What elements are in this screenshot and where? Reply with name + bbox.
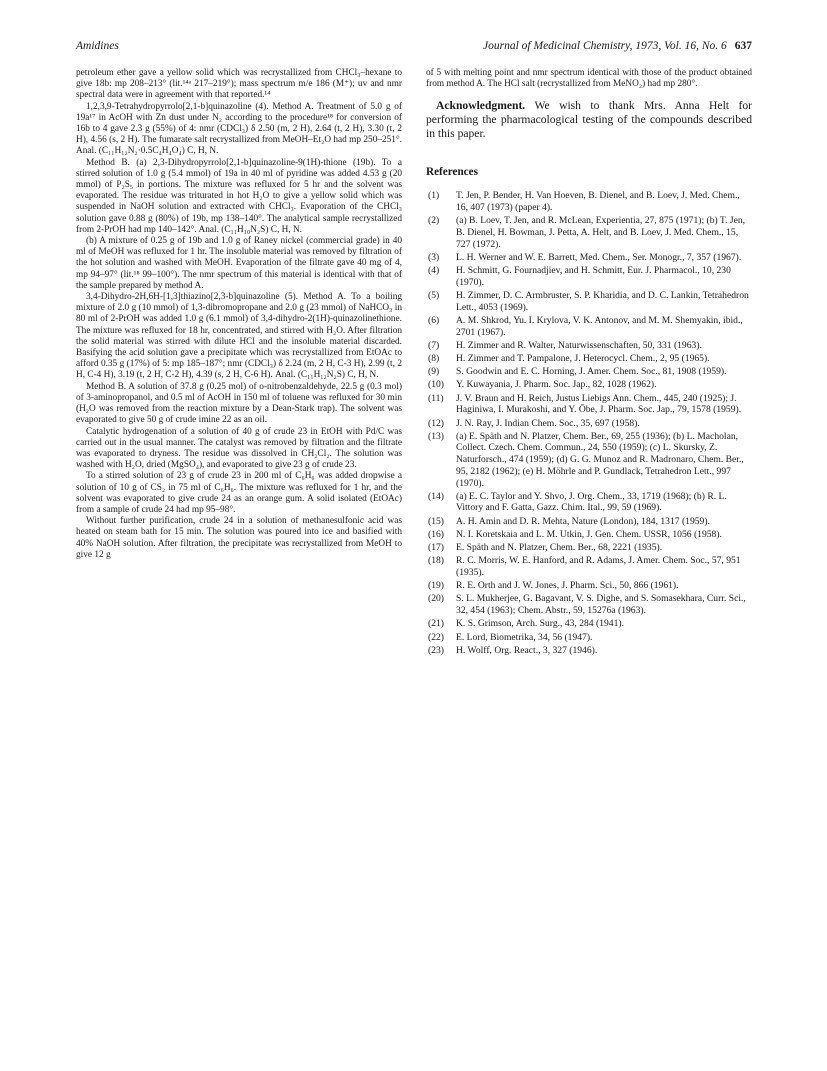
reference-item [426, 353, 752, 365]
reference-number: (9) [428, 366, 440, 378]
reference-text: R. E. Orth and J. W. Jones, J. Pharm. Sci., 50, 866 (1961). [456, 580, 679, 592]
reference-number: (1) [428, 190, 440, 202]
reference-item [426, 618, 752, 630]
journal-name: Journal of Medicinal Chemistry, 1973, Vol. 16, No. 6 [483, 40, 727, 52]
reference-item [426, 265, 752, 288]
reference-number: (20) [428, 593, 444, 605]
reference-item [426, 252, 752, 264]
reference-text: K. S. Grimson, Arch. Surg., 43, 284 (1941). [456, 618, 624, 630]
paragraph: 1,2,3,9-Tetrahydropyrrolo[2,1-b]quinazoline (4). Method A. Treatment of 5.0 g of 19a¹⁷ in AcOH with Zn dust under N₂ according to the procedure¹⁸ for conversion of 16b to 4 gave 2.3 g (55%) of 4: nmr (CDCl₃) δ 2.50 (m, 2 H), 2.64 (t, 2 H), 3.30 (t, 2 H), 4.56 (s, 2 H). The fumarate salt recrystallized from MeOH–Et₂O had mp 250–251°. Anal. (C₁₁H₁₂N₂·0.5C₄H₄O₄) C, H, N. [76, 101, 402, 157]
journal-citation [483, 40, 752, 52]
reference-item [426, 555, 752, 578]
reference-item [426, 580, 752, 592]
reference-text: S. Goodwin and E. C. Horning, J. Amer. Chem. Soc., 81, 1908 (1959). [456, 366, 727, 378]
reference-item [426, 393, 752, 416]
left-column [76, 68, 402, 561]
reference-item [426, 645, 752, 657]
paragraph: Method B. (a) 2,3-Dihydropyrrolo[2,1-b]quinazoline-9(1H)-thione (19b). To a stirred solution of 1.0 g (5.4 mmol) of 19a in 40 ml of pyridine was added 4.53 g (20 mmol) of P₂S₅ in portions. The mixture was refluxed for 5 hr and the solvent was evaporated. The residue was triturated in hot H₂O to give a yellow solid which was suspended in NaOH solution and extracted with CHCl₃. Evaporation of the CHCl₃ solution gave 0.88 g (80%) of 19b, mp 138–140°. The analytical sample recrystallized from 2-PrOH had mp 140–142°. Anal. (C₁₁H₁₀N₂S) C, H, N. [76, 157, 402, 235]
reference-number: (13) [428, 430, 444, 442]
acknowledgment-title: Acknowledgment. [436, 99, 526, 113]
reference-item [426, 366, 752, 378]
paragraph: Without further purification, crude 24 in a solution of methanesulfonic acid was heated on steam bath for 15 min. The solution was poured into ice and basified with 40% NaOH solution. After filtration, the precipitate was recrystallized from MeOH to give 12 g [76, 516, 402, 560]
reference-item [426, 190, 752, 213]
reference-number: (15) [428, 515, 444, 527]
reference-number: (11) [428, 392, 444, 404]
reference-number: (17) [428, 542, 444, 554]
reference-number: (21) [428, 618, 444, 630]
reference-number: (6) [428, 314, 440, 326]
reference-number: (5) [428, 290, 440, 302]
reference-text: L. H. Werner and W. E. Barrett, Med. Chem., Ser. Monogr., 7, 357 (1967). [456, 251, 742, 263]
reference-item [426, 340, 752, 352]
reference-number: (8) [428, 353, 440, 365]
reference-text: N. I. Koretskaia and L. M. Utkin, J. Gen. Chem. USSR, 1056 (1958). [456, 528, 722, 540]
paragraph: (b) A mixture of 0.25 g of 19b and 1.0 g of Raney nickel (commercial grade) in 40 ml of MeOH was refluxed for 1 hr. The insoluble material was removed by filtration of the hot solution and washed with MeOH. Evaporation of the filtrate gave 40 mg of 4, mp 94–97° (lit.¹⁸ 99–100°). The nmr spectrum of this material is identical with that of the sample prepared by method A. [76, 236, 402, 291]
reference-text: A. M. Shkrod, Yu. I. Krylova, V. K. Antonov, and M. M. Shemyakin, ibid., 2701 (1967). [456, 314, 743, 338]
reference-text: R. C. Morris, W. E. Hanford, and R. Adams, J. Amer. Chem. Soc., 57, 951 (1935). [456, 555, 741, 578]
references-list [426, 190, 752, 656]
reference-text: H. Zimmer, D. C. Armbruster, S. P. Kharidia, and D. C. Lankin, Tetrahedron Lett., 4053 (1969). [456, 290, 749, 313]
reference-number: (22) [428, 631, 444, 643]
reference-item [426, 431, 752, 490]
paragraph: Method B. A solution of 37.8 g (0.25 mol) of o-nitrobenzaldehyde, 22.5 g (0.3 mol) of 3-aminopropanol, and 0.5 ml of AcOH in 150 ml of toluene was refluxed for 30 min (H₂O was removed from the reaction mixture by a Dean-Stark trap). The solvent was evaporated to give 50 g of crude imine 22 as an oil. [76, 381, 402, 426]
acknowledgment [426, 99, 752, 140]
reference-number: (14) [428, 490, 444, 502]
reference-text: Y. Kuwayania, J. Pharm. Soc. Jap., 82, 1028 (1962). [456, 379, 657, 391]
reference-text: H. Zimmer and R. Walter, Naturwissenschaften, 50, 331 (1963). [456, 339, 702, 351]
reference-item [426, 379, 752, 391]
reference-item [426, 215, 752, 250]
paragraph: Catalytic hydrogenation of a solution of 40 g of crude 23 in EtOH with Pd/C was carried out in the usual manner. The catalyst was removed by filtration and the filtrate was evaporated to dryness. The residue was dissolved in CH₂Cl₂. The solution was washed with H₂O, dried (MgSO₄), and evaporated to give 23 g of crude 23. [76, 426, 402, 471]
reference-number: (4) [428, 265, 440, 277]
reference-text: (a) E. C. Taylor and Y. Shvo, J. Org. Chem., 33, 1719 (1968); (b) R. L. Vittory and F. Gatta, Gazz. Chim. Ital., 99, 59 (1969). [456, 490, 727, 514]
reference-text: (a) B. Loev, T. Jen, and R. McLean, Experientia, 27, 875 (1971); (b) T. Jen, B. Dienel, H. Bowman, J. Petta, A. Helt, and B. Loev, J. Med. Chem., 15, 727 (1972). [456, 215, 746, 250]
reference-item [426, 593, 752, 616]
reference-text: T. Jen, P. Bender, H. Van Hoeven, B. Dienel, and B. Loev, J. Med. Chem., 16, 407 (1973) (paper 4). [456, 190, 740, 214]
reference-item [426, 632, 752, 644]
reference-item [426, 542, 752, 554]
paragraph: petroleum ether gave a yellow solid which was recrystallized from CHCl₃–hexane to give 18b: mp 208–213° (lit.¹⁴ᵃ 217–219°); mass spectrum m/e 186 (M⁺); uv and nmr spectral data were in agreement with that reported.¹⁴ [76, 68, 402, 101]
reference-number: (3) [428, 251, 440, 263]
reference-text: A. H. Amin and D. R. Mehta, Nature (London), 184, 1317 (1959). [456, 515, 710, 527]
right-column [426, 68, 752, 658]
acknowledgment-text: We wish to thank Mrs. Anna Helt for performing the pharmacological testing of the compounds described in this paper. [426, 99, 752, 140]
reference-item [426, 418, 752, 430]
paragraph: To a stirred solution of 23 g of crude 23 in 200 ml of C₆H₆ was added dropwise a solution of 10 g of CS₂ in 75 ml of C₆H₆. The mixture was refluxed for 1 hr, and the solvent was evaporated to give crude 24 as an orange gum. A solid isolated (EtOAc) from a sample of crude 24 had mp 95–98°. [76, 471, 402, 515]
paragraph: 3,4-Dihydro-2H,6H-[1,3]thiazino[2,3-b]quinazoline (5). Method A. To a boiling mixture of 2.0 g (10 mmol) of 1,3-dibromopropane and 2.0 g (23 mmol) of NaHCO₃ in 80 ml of 2-PrOH was added 1.0 g (6.1 mmol) of 3,4-dihydro-2(1H)-quinazolinethione. The mixture was refluxed for 18 hr, concentrated, and stirred with H₂O. After filtration the solid material was stirred with dilute HCl and the insoluble material discarded. Basifying the acid solution gave a precipitate which was recrystallized from EtOAc to afford 0.35 g (17%) of 5: mp 185–187°; nmr (CDCl₃) δ 2.24 (m, 2 H, C-3 H), 2.99 (t, 2 H, C-4 H), 3.19 (t, 2 H, C-2 H), 4.39 (s, 2 H, C-6 H). Anal. (C₁₁H₁₂N₂S) C, H, N. [76, 292, 402, 381]
reference-number: (10) [428, 379, 444, 391]
reference-number: (19) [428, 580, 444, 592]
reference-number: (2) [428, 215, 440, 227]
reference-number: (18) [428, 555, 444, 567]
reference-text: J. V. Braun and H. Reich, Justus Liebigs Ann. Chem., 445, 240 (1925); J. Haginiwa, I. Murakoshi, and Y. Ōbe, J. Pharm. Soc. Jap., 79, 1578 (1959). [456, 392, 742, 416]
reference-text: E. Lord, Biometrika, 34, 56 (1947). [456, 631, 593, 643]
page-number: 637 [734, 40, 752, 52]
reference-text: (a) E. Späth and N. Platzer, Chem. Ber., 69, 255 (1936); (b) L. Macholan, Collect. Czech. Chem. Commun., 24, 550 (1959); (c) L. Skursky, Z. Naturforsch., 474 (1959); (d) G. G. Munoz and R. Madronaro, Chem. Ber., 95, 2182 (1962); (e) H. Möhrle and P. Gundlack, Tetrahedron Lett., 997 (1970). [456, 430, 744, 489]
reference-item [426, 516, 752, 528]
running-title: Amidines [76, 40, 119, 52]
reference-number: (23) [428, 644, 444, 656]
reference-text: E. Späth and N. Platzer, Chem. Ber., 68, 2221 (1935). [456, 542, 663, 554]
reference-text: S. L. Mukherjee, G. Bagavant, V. S. Dighe, and S. Somasekhara, Curr. Sci., 32, 454 (1963); Chem. Abstr., 59, 15276a (1963). [456, 593, 746, 617]
reference-text: H. Wolff, Org. React., 3, 327 (1946). [456, 644, 598, 656]
reference-text: J. N. Ray, J. Indian Chem. Soc., 35, 697 (1958). [456, 417, 640, 429]
reference-item [426, 315, 752, 338]
reference-number: (16) [428, 528, 444, 540]
references-heading: References [426, 166, 478, 179]
reference-text: H. Zimmer and T. Pampalone, J. Heterocycl. Chem., 2, 95 (1965). [456, 353, 710, 365]
reference-item [426, 290, 752, 313]
reference-text: H. Schmitt, G. Fournadjiev, and H. Schmitt, Eur. J. Pharmacol., 10, 230 (1970). [456, 265, 731, 288]
reference-number: (12) [428, 417, 444, 429]
paragraph: of 5 with melting point and nmr spectrum identical with those of the product obtained from method A. The HCl salt (recrystallized from MeNO₂) had mp 280°. [426, 68, 752, 90]
reference-number: (7) [428, 339, 440, 351]
reference-item [426, 529, 752, 541]
reference-item [426, 491, 752, 514]
running-header [76, 40, 752, 56]
